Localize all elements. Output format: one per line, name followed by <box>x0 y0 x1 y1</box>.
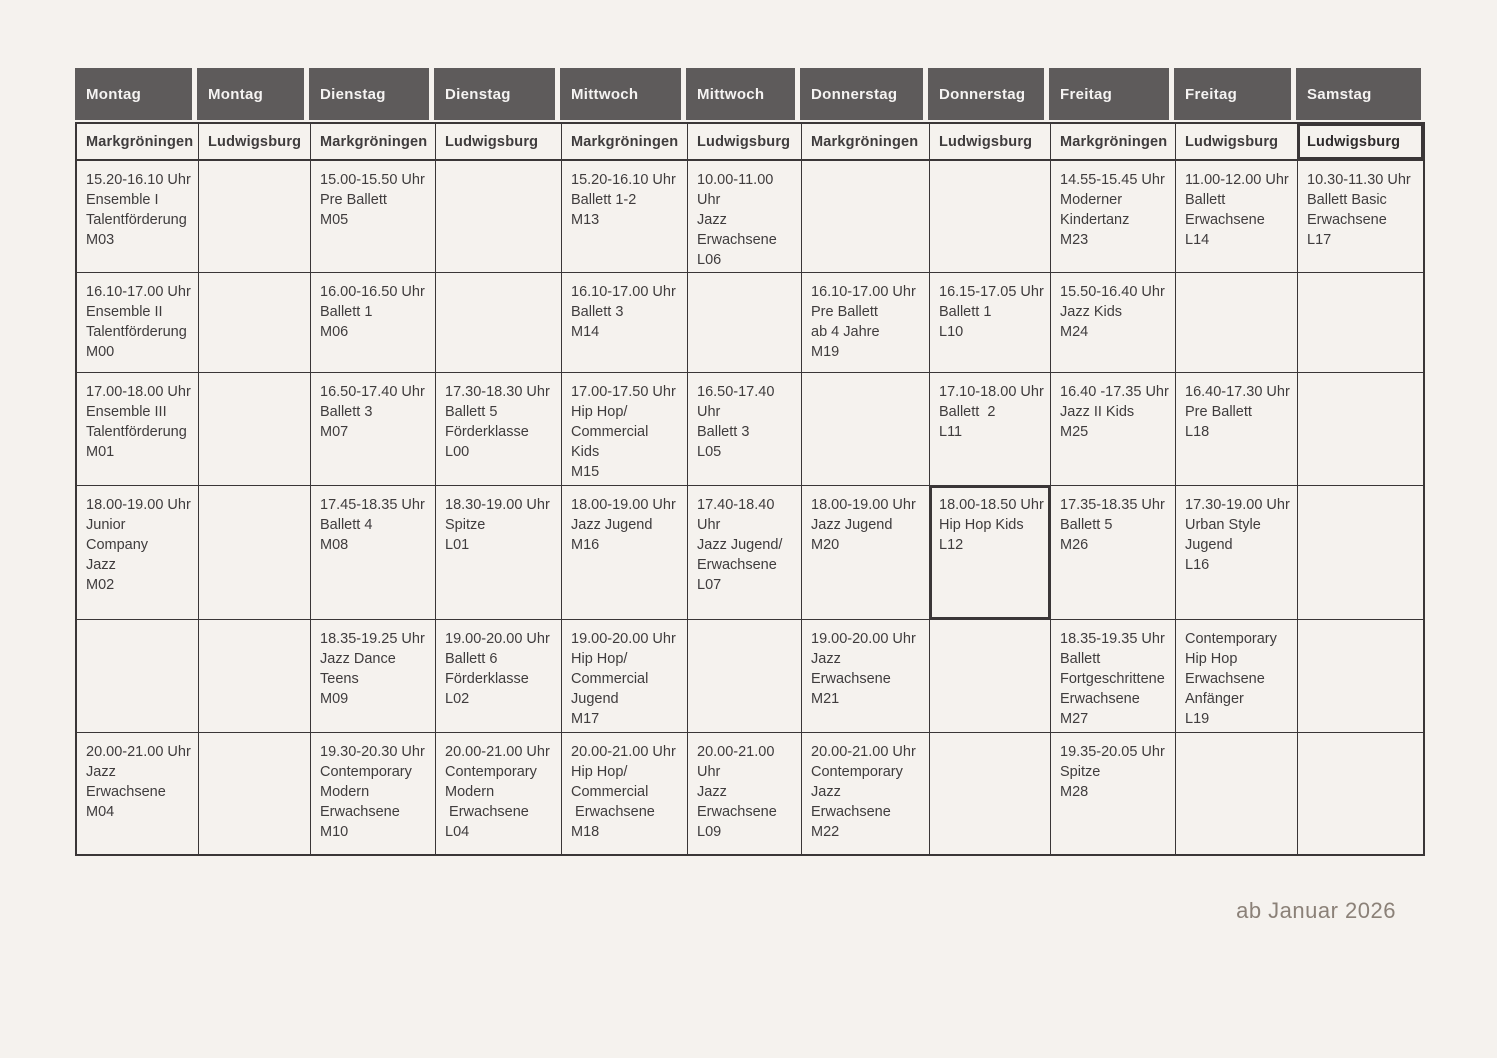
class-cell-line: 20.00-21.00 Uhr <box>811 744 916 760</box>
class-cell-line: L00 <box>445 444 470 460</box>
class-cell-line: Jugend <box>1185 537 1233 553</box>
class-cell-line: Jazz Jugend <box>811 517 893 533</box>
class-cell-line: L14 <box>1185 232 1210 248</box>
schedule-day-row <box>75 68 1425 120</box>
class-cell-line: Ensemble II <box>86 304 163 320</box>
class-cell-line: Modern <box>320 784 370 800</box>
class-cell <box>1051 373 1176 486</box>
class-cell-line: Pre Ballett <box>811 304 878 320</box>
class-cell-line: 16.40 -17.35 Uhr <box>1060 384 1169 400</box>
class-cell-line: Jazz <box>86 764 116 780</box>
class-cell-line: 15.00-15.50 Uhr <box>320 172 425 188</box>
class-cell-line: Spitze <box>445 517 486 533</box>
class-cell-line: L07 <box>697 577 722 593</box>
empty-cell <box>1298 373 1423 486</box>
class-cell <box>562 620 688 733</box>
class-cell-line: M20 <box>811 537 840 553</box>
class-cell-line: Contemporary <box>811 764 903 780</box>
location-header-3: Ludwigsburg <box>436 124 562 161</box>
class-cell-line: Hip Hop/ <box>571 764 628 780</box>
class-cell-line: Modern <box>445 784 495 800</box>
location-header-5: Ludwigsburg <box>688 124 802 161</box>
class-cell-line: L06 <box>697 252 722 268</box>
class-cell <box>562 273 688 373</box>
class-cell-line: Ballett 1 <box>939 304 992 320</box>
class-cell-line: 16.50-17.40 <box>697 384 775 400</box>
class-cell-line: L10 <box>939 324 964 340</box>
class-cell <box>930 486 1051 620</box>
class-cell-line: Ballett 2 <box>939 404 996 420</box>
class-cell-line: Ensemble III <box>86 404 167 420</box>
class-cell-line: M00 <box>86 344 115 360</box>
class-cell <box>436 620 562 733</box>
class-cell-line: Company <box>86 537 149 553</box>
class-cell-line: L09 <box>697 824 722 840</box>
class-cell-line: Hip Hop <box>1185 651 1238 667</box>
empty-cell <box>688 620 802 733</box>
empty-cell <box>688 273 802 373</box>
class-cell-line: L12 <box>939 537 964 553</box>
class-cell <box>311 733 436 854</box>
class-cell <box>688 161 802 273</box>
empty-cell <box>199 486 311 620</box>
class-cell-line: Uhr <box>697 517 721 533</box>
class-cell-line: 18.00-19.00 Uhr <box>811 497 916 513</box>
class-cell-line: Erwachsene <box>1185 212 1265 228</box>
class-cell-line: Uhr <box>697 764 721 780</box>
class-cell-line: Kindertanz <box>1060 212 1130 228</box>
class-cell-line: Förderklasse <box>445 424 529 440</box>
class-cell-line: 18.00-18.50 Uhr <box>939 497 1044 513</box>
class-cell-line: 18.35-19.25 Uhr <box>320 631 425 647</box>
day-header-samstag-10: Samstag <box>1296 68 1421 120</box>
class-cell-line: M06 <box>320 324 349 340</box>
class-cell-line: Teens <box>320 671 359 687</box>
class-cell-line: Jazz Jugend <box>571 517 653 533</box>
class-cell-line: Talentförderung <box>86 324 187 340</box>
class-cell-line: 15.20-16.10 Uhr <box>571 172 676 188</box>
class-cell <box>77 733 199 854</box>
class-cell-line: 16.10-17.00 Uhr <box>86 284 191 300</box>
class-cell-line: 18.00-19.00 Uhr <box>571 497 676 513</box>
class-cell <box>1176 373 1298 486</box>
class-cell-line: 20.00-21.00 Uhr <box>86 744 191 760</box>
class-cell <box>688 733 802 854</box>
class-cell <box>436 733 562 854</box>
class-cell-line: Ballett 3 <box>571 304 624 320</box>
class-cell-line: 17.45-18.35 Uhr <box>320 497 425 513</box>
class-cell-line: M21 <box>811 691 840 707</box>
schedule-body <box>75 122 1425 856</box>
class-cell-line: Hip Hop/ <box>571 651 628 667</box>
class-cell <box>1051 486 1176 620</box>
class-cell-line: Erwachsene <box>811 671 891 687</box>
class-cell-line: M25 <box>1060 424 1089 440</box>
class-cell <box>311 161 436 273</box>
class-cell-line: M16 <box>571 537 600 553</box>
class-cell-line: Jazz <box>697 212 727 228</box>
class-cell <box>688 373 802 486</box>
empty-cell <box>1298 486 1423 620</box>
class-cell-line: Erwachsene <box>86 784 166 800</box>
class-cell <box>930 373 1051 486</box>
class-cell-line: M28 <box>1060 784 1089 800</box>
day-header-dienstag-3: Dienstag <box>434 68 560 120</box>
class-cell-line: 19.00-20.00 Uhr <box>811 631 916 647</box>
class-cell-line: 19.30-20.30 Uhr <box>320 744 425 760</box>
class-cell-line: Ballett 6 <box>445 651 498 667</box>
class-cell-line: Ballett 1 <box>320 304 373 320</box>
class-cell-line: 14.55-15.45 Uhr <box>1060 172 1165 188</box>
class-cell <box>77 486 199 620</box>
location-header-7: Ludwigsburg <box>930 124 1051 161</box>
day-header-montag-1: Montag <box>197 68 309 120</box>
class-cell-line: Pre Ballett <box>1185 404 1252 420</box>
day-header-freitag-9: Freitag <box>1174 68 1296 120</box>
class-cell-line: Jazz II Kids <box>1060 404 1135 420</box>
class-cell-line: 17.30-18.30 Uhr <box>445 384 550 400</box>
class-cell <box>311 620 436 733</box>
class-cell <box>1051 620 1176 733</box>
class-cell-line: Erwachsene <box>1307 212 1387 228</box>
class-cell-line: 20.00-21.00 Uhr <box>445 744 550 760</box>
class-cell-line: 18.30-19.00 Uhr <box>445 497 550 513</box>
empty-cell <box>802 161 930 273</box>
day-header-montag-0: Montag <box>75 68 197 120</box>
class-cell <box>311 273 436 373</box>
class-cell <box>1051 273 1176 373</box>
class-cell-line: 17.30-19.00 Uhr <box>1185 497 1290 513</box>
class-cell <box>1176 486 1298 620</box>
class-cell-line: M01 <box>86 444 115 460</box>
class-cell <box>436 486 562 620</box>
class-cell-line: Ensemble I <box>86 192 159 208</box>
class-cell-line: 20.00-21.00 <box>697 744 775 760</box>
class-cell-line: M02 <box>86 577 115 593</box>
empty-cell <box>1176 733 1298 854</box>
class-cell <box>562 733 688 854</box>
class-cell-line: Hip Hop Kids <box>939 517 1024 533</box>
location-header-1: Ludwigsburg <box>199 124 311 161</box>
class-cell-line: Contemporary <box>445 764 537 780</box>
class-cell-line: Talentförderung <box>86 424 187 440</box>
class-cell-line: Jazz <box>697 784 727 800</box>
class-cell-line: Commercial <box>571 424 649 440</box>
class-cell-line: Ballett 5 <box>445 404 498 420</box>
class-cell-line: 18.35-19.35 Uhr <box>1060 631 1165 647</box>
class-cell-line: 17.40-18.40 <box>697 497 775 513</box>
class-cell-line: M15 <box>571 464 600 480</box>
class-cell-line: Uhr <box>697 404 721 420</box>
class-cell-line: 15.20-16.10 Uhr <box>86 172 191 188</box>
class-cell-line: Ballett Basic <box>1307 192 1387 208</box>
class-cell-line: Uhr <box>697 192 721 208</box>
class-cell-line: Fortgeschrittene <box>1060 671 1165 687</box>
class-cell-line: Jazz Jugend/ <box>697 537 783 553</box>
class-cell-line: 20.00-21.00 Uhr <box>571 744 676 760</box>
class-cell-line: 17.10-18.00 Uhr <box>939 384 1044 400</box>
class-cell-line: 16.50-17.40 Uhr <box>320 384 425 400</box>
class-cell <box>1051 161 1176 273</box>
empty-cell <box>1298 273 1423 373</box>
class-cell-line: L01 <box>445 537 470 553</box>
effective-date-note: ab Januar 2026 <box>1236 898 1396 923</box>
class-cell-line: 15.50-16.40 Uhr <box>1060 284 1165 300</box>
class-cell-line: M07 <box>320 424 349 440</box>
empty-cell <box>199 373 311 486</box>
class-cell-line: Moderner <box>1060 192 1123 208</box>
empty-cell <box>436 161 562 273</box>
class-cell <box>311 373 436 486</box>
empty-cell <box>930 161 1051 273</box>
day-header-freitag-8: Freitag <box>1049 68 1174 120</box>
class-cell <box>311 486 436 620</box>
class-cell-line: Ballett 3 <box>697 424 750 440</box>
class-cell-line: Erwachsene <box>697 557 777 573</box>
class-cell-line: M10 <box>320 824 349 840</box>
class-cell-line: L02 <box>445 691 470 707</box>
class-cell-line: L04 <box>445 824 470 840</box>
class-cell-line: Jazz <box>811 784 841 800</box>
class-cell-line: Ballett 1-2 <box>571 192 637 208</box>
class-cell-line: L16 <box>1185 557 1210 573</box>
class-cell-line: 16.10-17.00 Uhr <box>571 284 676 300</box>
class-cell-line: Jazz <box>86 557 116 573</box>
class-cell <box>1176 620 1298 733</box>
empty-cell <box>930 620 1051 733</box>
class-cell-line: M17 <box>571 711 600 727</box>
class-cell <box>930 273 1051 373</box>
class-cell-line: 17.35-18.35 Uhr <box>1060 497 1165 513</box>
class-cell-line: Contemporary <box>1185 631 1277 647</box>
day-header-donnerstag-7: Donnerstag <box>928 68 1049 120</box>
location-header-0: Markgröningen <box>77 124 199 161</box>
class-cell-line: Erwachsene <box>571 804 655 820</box>
class-cell <box>802 733 930 854</box>
class-cell <box>802 486 930 620</box>
class-cell <box>77 161 199 273</box>
class-cell-line: L05 <box>697 444 722 460</box>
class-cell-line: M04 <box>86 804 115 820</box>
schedule-table <box>75 68 1425 856</box>
class-cell-line: Erwachsene <box>1185 671 1265 687</box>
empty-cell <box>199 273 311 373</box>
class-cell-line: M13 <box>571 212 600 228</box>
class-cell-line: Jugend <box>571 691 619 707</box>
empty-cell <box>199 733 311 854</box>
location-header-4: Markgröningen <box>562 124 688 161</box>
class-cell-line: Pre Ballett <box>320 192 387 208</box>
location-header-10: Ludwigsburg <box>1298 124 1423 161</box>
empty-cell <box>1176 273 1298 373</box>
class-cell-line: Erwachsene <box>697 232 777 248</box>
class-cell-line: Urban Style <box>1185 517 1261 533</box>
class-cell-line: Ballett 5 <box>1060 517 1113 533</box>
location-header-9: Ludwigsburg <box>1176 124 1298 161</box>
class-cell-line: 19.35-20.05 Uhr <box>1060 744 1165 760</box>
class-cell-line: 19.00-20.00 Uhr <box>445 631 550 647</box>
location-header-6: Markgröningen <box>802 124 930 161</box>
class-cell <box>562 161 688 273</box>
class-cell-line: Spitze <box>1060 764 1101 780</box>
empty-cell <box>1298 733 1423 854</box>
class-cell-line: M05 <box>320 212 349 228</box>
class-cell-line: L19 <box>1185 711 1210 727</box>
class-cell <box>802 620 930 733</box>
class-cell-line: M08 <box>320 537 349 553</box>
class-cell-line: M14 <box>571 324 600 340</box>
class-cell-line: Jazz Kids <box>1060 304 1123 320</box>
empty-cell <box>802 373 930 486</box>
class-cell-line: 11.00-12.00 Uhr <box>1185 172 1289 188</box>
class-cell <box>688 486 802 620</box>
day-header-mittwoch-4: Mittwoch <box>560 68 686 120</box>
class-cell-line: Jazz Dance <box>320 651 396 667</box>
class-cell <box>436 373 562 486</box>
class-cell-line: 16.15-17.05 Uhr <box>939 284 1044 300</box>
empty-cell <box>1298 620 1423 733</box>
class-cell-line: Anfänger <box>1185 691 1244 707</box>
empty-cell <box>199 161 311 273</box>
empty-cell <box>199 620 311 733</box>
class-cell-line: Erwachsene <box>320 804 400 820</box>
class-cell-line: Erwachsene <box>445 804 529 820</box>
class-cell-line: 10.00-11.00 <box>697 172 774 188</box>
class-cell-line: Commercial <box>571 784 649 800</box>
class-cell-line: Förderklasse <box>445 671 529 687</box>
empty-cell <box>436 273 562 373</box>
class-cell-line: M23 <box>1060 232 1089 248</box>
class-cell <box>802 273 930 373</box>
class-cell-line: ab 4 Jahre <box>811 324 880 340</box>
class-cell <box>1051 733 1176 854</box>
class-cell-line: 16.00-16.50 Uhr <box>320 284 425 300</box>
class-cell-line: Ballett 4 <box>320 517 373 533</box>
class-cell-line: 17.00-17.50 Uhr <box>571 384 676 400</box>
class-cell-line: Erwachsene <box>1060 691 1140 707</box>
class-cell-line: M19 <box>811 344 840 360</box>
location-header-2: Markgröningen <box>311 124 436 161</box>
class-cell-line: Talentförderung <box>86 212 187 228</box>
class-cell-line: 17.00-18.00 Uhr <box>86 384 191 400</box>
class-cell-line: M03 <box>86 232 115 248</box>
class-cell-line: Kids <box>571 444 600 460</box>
class-cell-line: L17 <box>1307 232 1332 248</box>
class-cell <box>562 486 688 620</box>
class-cell <box>77 373 199 486</box>
class-cell-line: Ballett 3 <box>320 404 373 420</box>
class-cell-line: Hip Hop/ <box>571 404 628 420</box>
class-cell-line: 16.40-17.30 Uhr <box>1185 384 1290 400</box>
class-cell-line: L11 <box>939 424 963 440</box>
day-header-mittwoch-5: Mittwoch <box>686 68 800 120</box>
day-header-dienstag-2: Dienstag <box>309 68 434 120</box>
class-cell-line: 10.30-11.30 Uhr <box>1307 172 1411 188</box>
day-header-donnerstag-6: Donnerstag <box>800 68 928 120</box>
class-cell-line: M18 <box>571 824 600 840</box>
class-cell-line: Junior <box>86 517 126 533</box>
class-cell <box>562 373 688 486</box>
class-cell-line: Contemporary <box>320 764 412 780</box>
class-cell <box>1176 161 1298 273</box>
class-cell-line: Commercial <box>571 671 649 687</box>
class-cell-line: L18 <box>1185 424 1210 440</box>
class-cell-line: 19.00-20.00 Uhr <box>571 631 676 647</box>
empty-cell <box>930 733 1051 854</box>
class-cell-line: Erwachsene <box>697 804 777 820</box>
class-cell-line: 16.10-17.00 Uhr <box>811 284 916 300</box>
empty-cell <box>77 620 199 733</box>
class-cell-line: Erwachsene <box>811 804 891 820</box>
class-cell <box>1298 161 1423 273</box>
class-cell-line: M09 <box>320 691 349 707</box>
class-cell <box>77 273 199 373</box>
class-cell-line: M26 <box>1060 537 1089 553</box>
class-cell-line: M22 <box>811 824 840 840</box>
class-cell-line: 18.00-19.00 Uhr <box>86 497 191 513</box>
class-cell-line: Ballett <box>1060 651 1101 667</box>
class-cell-line: M27 <box>1060 711 1089 727</box>
class-cell-line: Ballett <box>1185 192 1226 208</box>
location-header-8: Markgröningen <box>1051 124 1176 161</box>
class-cell-line: Jazz <box>811 651 841 667</box>
class-cell-line: M24 <box>1060 324 1089 340</box>
